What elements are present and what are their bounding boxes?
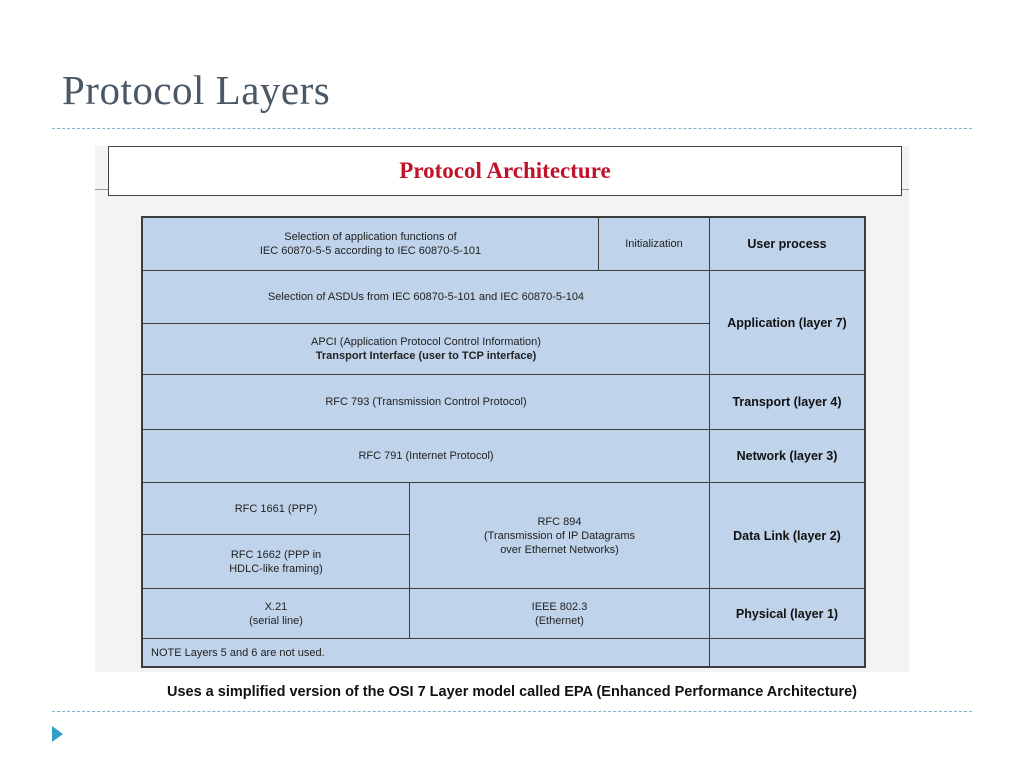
x21-cell: X.21 (serial line) (143, 589, 410, 639)
rfc1662-cell: RFC 1662 (PPP in HDLC-like framing) (143, 535, 410, 589)
figure-title: Protocol Architecture (108, 146, 902, 196)
apci-text: APCI (Application Protocol Control Information) (311, 336, 541, 348)
layer-label-network: Network (layer 3) (710, 430, 864, 483)
bottom-divider (52, 711, 972, 712)
triangle-right-icon (52, 726, 63, 742)
layer-label-application: Application (layer 7) (710, 271, 864, 375)
app-functions-cell: Selection of application functions of IEC 60870-5-5 according to IEC 60870-5-101 (143, 218, 599, 271)
layer-label-physical: Physical (layer 1) (710, 589, 864, 639)
rfc1661-cell: RFC 1661 (PPP) (143, 483, 410, 535)
note-cell: NOTE Layers 5 and 6 are not used. (143, 639, 710, 666)
empty-label-cell (710, 639, 864, 666)
layer-label-transport: Transport (layer 4) (710, 375, 864, 430)
slide-caption: Uses a simplified version of the OSI 7 Layer model called EPA (Enhanced Performance Architecture) (166, 684, 858, 700)
rfc894-cell: RFC 894 (Transmission of IP Datagrams over Ethernet Networks) (410, 483, 710, 589)
transport-interface-text: Transport Interface (user to TCP interface) (315, 350, 537, 362)
layer-label-user-process: User process (710, 218, 864, 271)
rfc791-cell: RFC 791 (Internet Protocol) (143, 430, 710, 483)
apci-cell (143, 324, 710, 375)
title-divider (52, 128, 972, 129)
ieee8023-cell: IEEE 802.3 (Ethernet) (410, 589, 710, 639)
protocol-layer-table (141, 216, 866, 668)
rfc793-cell: RFC 793 (Transmission Control Protocol) (143, 375, 710, 430)
initialization-cell: Initialization (599, 218, 710, 271)
slide-title: Protocol Layers (62, 67, 331, 113)
asdu-selection-cell: Selection of ASDUs from IEC 60870-5-101 and IEC 60870-5-104 (143, 271, 710, 324)
layer-label-data-link: Data Link (layer 2) (710, 483, 864, 589)
